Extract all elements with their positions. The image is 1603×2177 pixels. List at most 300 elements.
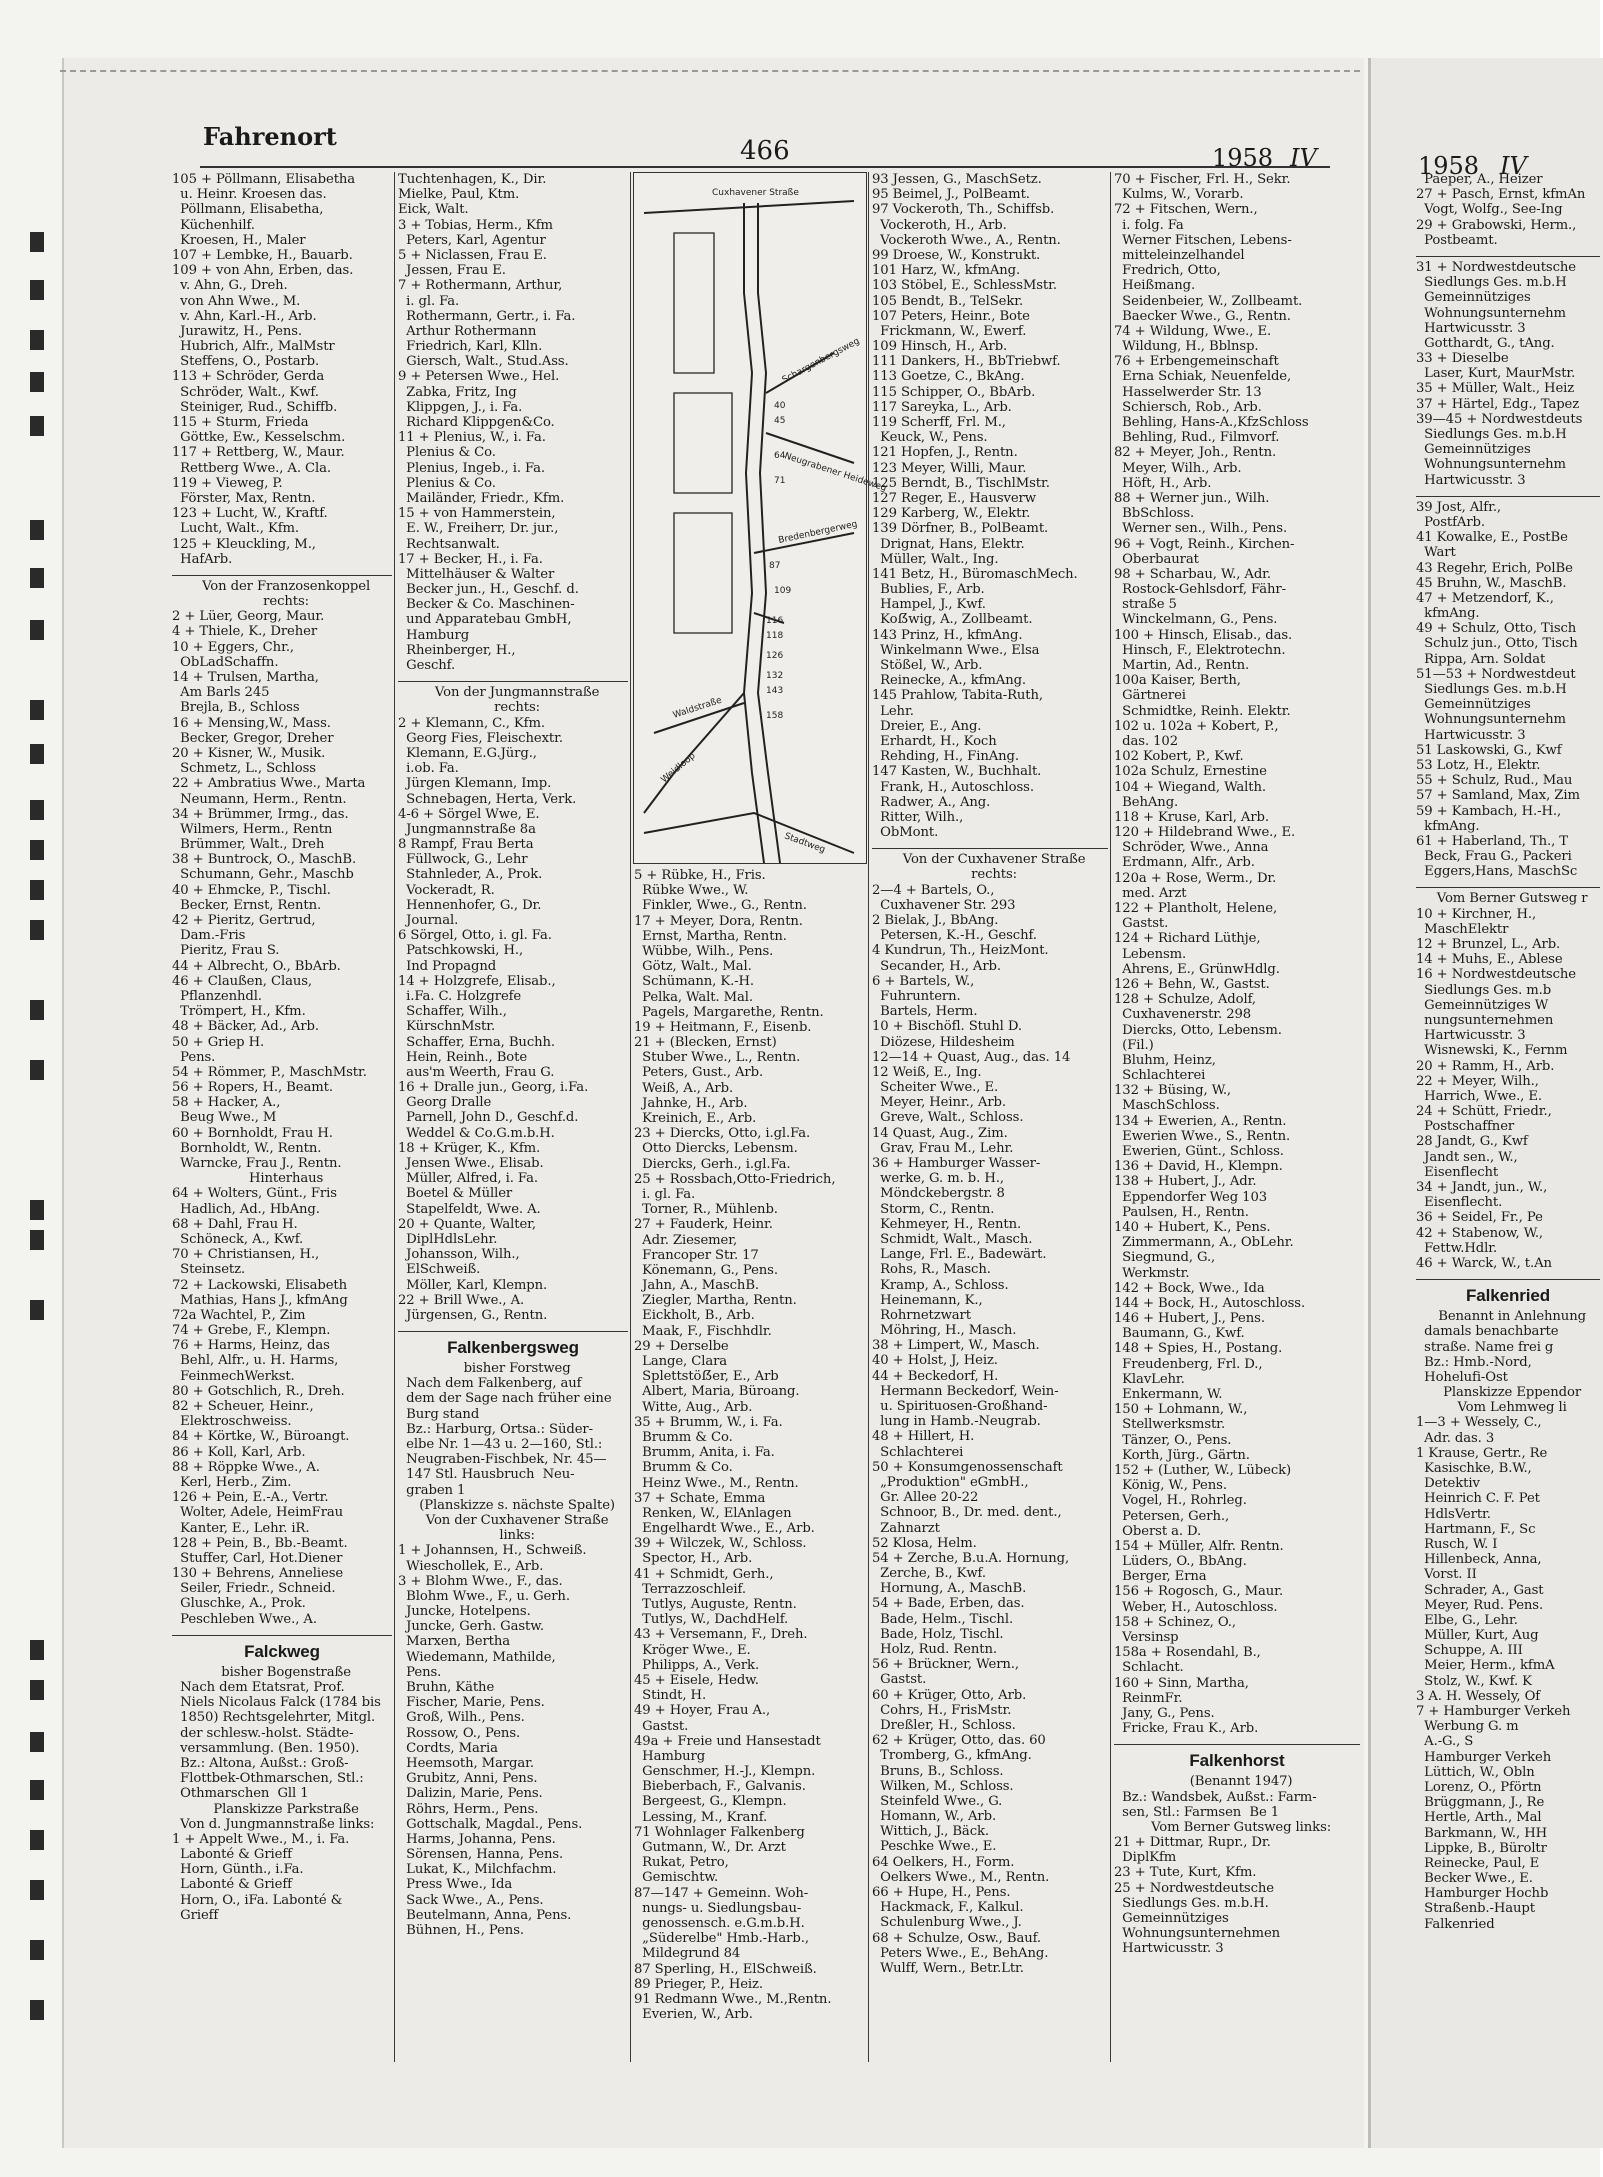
directory-entry: 1—3 + Wessely, C., — [1416, 1415, 1542, 1431]
directory-entry: Martin, Ad., Rentn. — [1114, 658, 1250, 673]
directory-entry: genossensch. e.G.m.b.H. — [634, 1915, 805, 1931]
directory-entry: 68 + Schulze, Osw., Bauf. — [872, 1930, 1042, 1946]
directory-entry: Hennenhofer, G., Dr. — [398, 897, 542, 913]
directory-entry: Scheiter Wwe., E. — [872, 1080, 999, 1096]
directory-entry: Erdmann, Alfr., Arb. — [1114, 855, 1255, 871]
directory-entry: Kulms, W., Vorarb. — [1114, 187, 1244, 203]
directory-entry: Wolter, Adele, HeimFrau — [172, 1505, 344, 1521]
directory-entry: 43 Regehr, Erich, PolBe — [1416, 560, 1573, 576]
directory-entry: Wart — [1416, 545, 1456, 561]
directory-entry: Hamburg — [398, 627, 470, 643]
directory-entry: 88 + Werner jun., Wilh. — [1114, 490, 1270, 506]
binding-hole-mark — [30, 372, 44, 392]
binding-hole-mark — [30, 1940, 44, 1960]
directory-entry: Hartwicusstr. 3 — [1416, 1028, 1526, 1044]
directory-entry: Frickmann, W., Ewerf. — [872, 323, 1027, 339]
directory-entry: Becker jun., H., Geschf. d. — [398, 582, 579, 598]
directory-entry: 80 + Gotschlich, R., Dreh. — [172, 1383, 345, 1399]
directory-column-5 — [1114, 172, 1360, 1957]
directory-entry: Schmetz, L., Schloss — [172, 761, 316, 777]
directory-entry: 96 + Vogt, Reinh., Kirchen- — [1114, 536, 1295, 552]
sketch-label: Neugrabener Heideweg — [783, 451, 888, 494]
directory-entry: 102 Kobert, P., Kwf. — [1114, 749, 1244, 765]
directory-entry: Peters Wwe., E., BehAng. — [872, 1945, 1049, 1961]
directory-entry: Tutlys, W., DachdHelf. — [634, 1612, 789, 1628]
directory-entry: Burg stand — [398, 1406, 480, 1422]
directory-entry: 139 Dörfner, B., PolBeamt. — [872, 521, 1049, 537]
directory-entry: Baumann, G., Kwf. — [1114, 1326, 1245, 1342]
directory-entry: Freudenberg, Frl. D., — [1114, 1356, 1263, 1372]
directory-entry: kfmAng. — [1416, 606, 1480, 622]
directory-entry: 2—4 + Bartels, O., — [872, 882, 995, 898]
directory-entry: Jürgensen, G., Rentn. — [398, 1307, 548, 1323]
directory-entry: 98 + Scharbau, W., Adr. — [1114, 566, 1272, 582]
directory-entry: 95 Beimel, J., PolBeamt. — [872, 187, 1030, 203]
running-head-section: IV — [1290, 144, 1317, 172]
directory-entry: Werkmstr. — [1114, 1265, 1190, 1281]
directory-entry: Schlachterei — [872, 1444, 964, 1460]
directory-entry: 46 + Claußen, Claus, — [172, 973, 312, 989]
directory-entry: rechts: — [963, 867, 1017, 883]
binding-holes — [30, 0, 50, 2177]
directory-entry: Zerche, B., Kwf. — [872, 1566, 986, 1582]
directory-entry: Wohnungsunternehmen — [1114, 1926, 1281, 1942]
perforation-line — [60, 70, 1360, 74]
directory-entry: Hermann Beckedorf, Wein- — [872, 1383, 1059, 1399]
directory-entry: 16 + Nordwestdeutsche — [1416, 967, 1576, 983]
directory-entry: 60 + Bornholdt, Frau H. — [172, 1125, 333, 1141]
directory-entry: Georg Fies, Fleischextr. — [398, 730, 563, 746]
directory-entry: 147 Kasten, W., Buchhalt. — [872, 764, 1042, 780]
directory-entry: Ind Propagnd — [398, 958, 497, 974]
directory-entry: der schlesw.-holst. Städte- — [172, 1725, 354, 1741]
directory-entry: Laser, Kurt, MaurMstr. — [1416, 366, 1576, 382]
directory-entry: und Apparatebau GmbH, — [398, 612, 572, 628]
directory-entry: Brejla, B., Schloss — [172, 700, 300, 716]
directory-entry: 54 + Bade, Erben, das. — [872, 1596, 1025, 1612]
directory-entry: „Süderelbe" Hmb.-Harb., — [634, 1931, 809, 1947]
directory-entry: Hillenbeck, Anna, — [1416, 1552, 1542, 1568]
directory-entry: 41 + Schmidt, Gerh., — [634, 1566, 774, 1582]
directory-entry: 37 + Härtel, Edg., Tapez — [1416, 396, 1580, 412]
directory-entry: 50 + Griep H. — [172, 1034, 265, 1050]
directory-entry: Gemischtw. — [634, 1870, 719, 1886]
directory-entry: Vockeroth Wwe., A., Rentn. — [872, 232, 1061, 248]
directory-entry: 27 + Pasch, Ernst, kfmAn — [1416, 187, 1586, 203]
directory-entry: 48 + Bäcker, Ad., Arb. — [172, 1019, 319, 1035]
directory-entry: Meier, Herm., kfmA — [1416, 1658, 1555, 1674]
binding-hole-mark — [30, 920, 44, 940]
directory-entry: Kanter, E., Lehr. iR. — [172, 1520, 310, 1536]
directory-entry: Plenius & Co. — [398, 445, 496, 461]
directory-entry: Journal. — [398, 913, 459, 928]
directory-entry: Hartwicusstr. 3 — [1114, 1941, 1224, 1957]
directory-entry: 60 + Krüger, Otto, Arb. — [872, 1687, 1027, 1703]
directory-entry: Kramp, A., Schloss. — [872, 1277, 1009, 1293]
directory-entry: 12—14 + Quast, Aug., das. 14 — [872, 1049, 1071, 1065]
directory-entry: Jany, G., Pens. — [1114, 1705, 1215, 1721]
directory-entry: damals benachbarte — [1416, 1324, 1559, 1340]
directory-entry: 141 Betz, H., BüromaschMech. — [872, 566, 1078, 582]
directory-entry: Oberst a. D. — [1114, 1523, 1202, 1539]
directory-entry: 14 + Holzgrefe, Elisab., — [398, 973, 556, 989]
directory-entry: Labonté & Grieff — [172, 1877, 292, 1893]
directory-entry: 44 + Albrecht, O., BbArb. — [172, 958, 341, 974]
directory-entry: Wiedemann, Mathilde, — [398, 1649, 556, 1665]
directory-entry: Everien, W., Arb. — [634, 2007, 753, 2023]
directory-entry: Mittelhäuser & Walter — [398, 566, 555, 582]
directory-entry: Seidenbeier, W., Zollbeamt. — [1114, 293, 1303, 309]
directory-entry: 47 + Metzendorf, K., — [1416, 590, 1554, 606]
directory-entry: 25 + Nordwestdeutsche — [1114, 1880, 1274, 1896]
directory-entry: Lüders, O., BbAng. — [1114, 1554, 1247, 1570]
directory-entry: 117 + Rettberg, W., Maur. — [172, 445, 345, 461]
directory-entry: Kehmeyer, H., Rentn. — [872, 1216, 1022, 1232]
directory-entry: Von der Cuxhavener Straße — [894, 852, 1086, 868]
directory-entry: Peters, Gust., Arb. — [634, 1065, 764, 1081]
directory-entry: 39 Jost, Alfr., — [1416, 499, 1502, 515]
directory-entry: Bade, Helm., Tischl. — [872, 1611, 1014, 1627]
directory-entry: Juncke, Hotelpens. — [398, 1604, 531, 1620]
directory-entry: 109 Hinsch, H., Arb. — [872, 339, 1008, 355]
directory-entry: (Planskizze s. nächste Spalte) — [411, 1497, 615, 1513]
directory-entry: i. folg. Fa — [1114, 217, 1184, 233]
directory-entry: 21 + (Blecken, Ernst) — [634, 1035, 777, 1051]
binding-hole-mark — [30, 1060, 44, 1080]
section-divider — [1416, 488, 1600, 497]
directory-entry: Küchenhilf. — [172, 217, 255, 233]
directory-entry: Eisenflecht. — [1416, 1195, 1503, 1211]
directory-entry: 53 Lotz, H., Elektr. — [1416, 757, 1541, 773]
directory-entry: Steinsetz. — [172, 1262, 246, 1278]
directory-entry: Becker Wwe., E. — [1416, 1871, 1533, 1887]
directory-entry: Diözese, Hildesheim — [872, 1034, 1015, 1050]
directory-entry: 5 + Rübke, H., Fris. — [634, 868, 766, 883]
directory-entry: Koẞwig, A., Zollbeamt. — [872, 612, 1033, 628]
directory-entry: 1 + Johannsen, H., Schweiß. — [398, 1543, 587, 1559]
directory-entry: Bublies, F., Arb. — [872, 582, 985, 598]
directory-entry: Boetel & Müller — [398, 1186, 513, 1202]
directory-entry: 51—53 + Nordwestdeut — [1416, 666, 1576, 682]
directory-entry: Witte, Aug., Arb. — [634, 1399, 753, 1415]
directory-column-1 — [172, 172, 392, 1923]
directory-entry: Weddel & Co.G.m.b.H. — [398, 1125, 555, 1141]
directory-entry: Hamburger Hochb — [1416, 1886, 1549, 1902]
directory-entry: 11 + Plenius, W., i. Fa. — [398, 430, 546, 446]
directory-entry: 29 + Grabowski, Herm., — [1416, 217, 1577, 233]
directory-entry: Kröger Wwe., E. — [634, 1642, 751, 1658]
directory-entry: Korth, Jürg., Gärtn. — [1114, 1447, 1250, 1463]
directory-entry: 12 + Brunzel, L., Arb. — [1416, 937, 1561, 952]
directory-entry: Splettstöẞer, E., Arb — [634, 1369, 779, 1385]
directory-entry: 72 + Lackowski, Elisabeth — [172, 1277, 348, 1293]
directory-entry: HdlsVertr. — [1416, 1506, 1491, 1522]
directory-entry: Baecker Wwe., G., Rentn. — [1114, 308, 1291, 324]
directory-entry: Holz, Rud. Rentn. — [872, 1642, 997, 1657]
column-divider — [868, 172, 869, 2062]
binding-hole-mark — [30, 1780, 44, 1800]
directory-entry: Fischer, Marie, Pens. — [398, 1695, 545, 1711]
directory-entry: Mailänder, Friedr., Kfm. — [398, 490, 565, 506]
directory-entry: graben 1 — [398, 1482, 466, 1498]
directory-entry: 22 + Brill Wwe., A. — [398, 1292, 525, 1308]
directory-entry: 123 Meyer, Willi, Maur. — [872, 460, 1027, 476]
directory-entry: elbe Nr. 1—43 u. 2—160, Stl.: — [398, 1437, 603, 1452]
directory-entry: 120a + Rose, Werm., Dr. — [1114, 870, 1277, 886]
directory-entry: Frank, H., Autoschloss. — [872, 779, 1034, 795]
directory-entry: Wübbe, Wilh., Pens. — [634, 943, 774, 959]
directory-entry: Gemeinnütziges — [1114, 1911, 1229, 1926]
directory-entry: 89 Prieger, P., Heiz. — [634, 1976, 763, 1992]
directory-entry: Gemeinnütziges — [1416, 442, 1531, 458]
directory-entry: Otto Diercks, Lebensm. — [634, 1141, 798, 1157]
sketch-number: 143 — [766, 686, 784, 696]
directory-entry: Heemsoth, Margar. — [398, 1755, 535, 1771]
directory-entry: Gemeinnütziges W — [1416, 997, 1549, 1013]
directory-entry: 111 Dankers, H., BbTriebwf. — [872, 354, 1061, 370]
directory-entry: 121 Hopfen, J., Rentn. — [872, 445, 1018, 461]
directory-entry: Schnebagen, Herta, Verk. — [398, 791, 577, 807]
directory-entry: 64 + Wolters, Günt., Fris — [172, 1186, 337, 1202]
directory-entry: Niels Nicolaus Falck (1784 bis — [172, 1695, 381, 1711]
directory-entry: Gr. Allee 20-22 — [872, 1490, 979, 1506]
directory-entry: Heißmang. — [1114, 278, 1196, 294]
directory-entry: Bluhm, Heinz, — [1114, 1052, 1216, 1068]
directory-entry: Vogel, H., Rohrleg. — [1114, 1493, 1247, 1509]
directory-entry: u. Heinr. Kroesen das. — [172, 187, 327, 203]
directory-entry: Straßenb.-Haupt — [1416, 1901, 1535, 1917]
directory-entry: 38 + Limpert, W., Masch. — [872, 1338, 1040, 1354]
directory-entry: 128 + Schulze, Adolf, — [1114, 992, 1256, 1008]
directory-entry: 152 + (Luther, W., Lübeck) — [1114, 1462, 1292, 1478]
directory-entry: Pagels, Margarethe, Rentn. — [634, 1004, 824, 1020]
directory-entry: Hamburg — [634, 1748, 706, 1764]
directory-entry: 18 + Krüger, K., Kfm. — [398, 1140, 541, 1156]
directory-entry: Blohm Wwe., F., u. Gerh. — [398, 1588, 570, 1604]
directory-entry: Winkelmann Wwe., Elsa — [872, 642, 1040, 658]
directory-entry: Peschke Wwe., E. — [872, 1839, 997, 1855]
directory-entry: Steinfeld Wwe., G. — [872, 1793, 1003, 1809]
directory-entry: Othmarschen Gll 1 — [172, 1786, 309, 1802]
binding-hole-mark — [30, 744, 44, 764]
section-divider — [872, 840, 1108, 849]
directory-entry: 20 + Kisner, W., Musik. — [172, 745, 326, 761]
directory-entry: Rehding, H., FinAng. — [872, 749, 1019, 765]
directory-entry: 86 + Koll, Karl, Arb. — [172, 1444, 306, 1460]
directory-entry: Pieritz, Frau S. — [172, 943, 280, 959]
directory-entry: 9 + Petersen Wwe., Hel. — [398, 369, 560, 385]
directory-entry: Neumann, Herm., Rentn. — [172, 791, 347, 807]
directory-entry: Stuffer, Carl, Hot.Diener — [172, 1550, 343, 1566]
directory-entry: 115 + Sturm, Frieda — [172, 415, 309, 430]
directory-entry: Rippa, Arn. Soldat — [1416, 651, 1546, 667]
directory-entry: DiplHdlsLehr. — [398, 1231, 498, 1247]
directory-entry: 119 + Vieweg, P. — [172, 475, 283, 491]
directory-entry: Warncke, Frau J., Rentn. — [172, 1156, 342, 1171]
directory-entry: Siegmund, G., — [1114, 1250, 1216, 1266]
binding-hole-mark — [30, 568, 44, 588]
directory-entry: 48 + Hillert, H. — [872, 1429, 975, 1445]
sketch-label: Stadtweg — [782, 831, 827, 856]
section-divider — [1114, 1736, 1360, 1745]
binding-hole-mark — [30, 1230, 44, 1250]
directory-entry: Genschmer, H.-J., Klempn. — [634, 1764, 816, 1780]
directory-entry: Keuck, W., Pens. — [872, 430, 988, 446]
directory-entry: das. 102 — [1114, 733, 1179, 749]
directory-entry: Nach dem Falkenberg, auf — [398, 1376, 582, 1392]
directory-entry: Höft, H., Arb. — [1114, 475, 1212, 491]
directory-entry: 113 + Schröder, Gerda — [172, 369, 325, 385]
street-sketch-map — [633, 172, 888, 864]
directory-entry: Bz.: Altona, Außst.: Groß- — [172, 1755, 349, 1771]
directory-entry: 103 Stöbel, E., SchlessMstr. — [872, 278, 1057, 294]
directory-entry: Schlacht. — [1114, 1660, 1184, 1676]
directory-entry: Schröder, Wwe., Anna — [1114, 840, 1269, 856]
directory-column-4 — [872, 172, 1108, 1976]
directory-entry: 25 + Rossbach,Otto-Friedrich, — [634, 1171, 836, 1187]
directory-entry: Terrazzoschleif. — [634, 1581, 746, 1597]
directory-entry: 124 + Richard Lüthje, — [1114, 931, 1261, 947]
directory-entry: Steiniger, Rud., Schiffb. — [172, 399, 338, 415]
directory-entry: 104 + Wiegand, Walth. — [1114, 779, 1266, 795]
directory-entry: 12 Weiß, E., Ing. — [872, 1064, 982, 1080]
sketch-number: 118 — [766, 631, 784, 641]
directory-entry: Cuxhavener Str. 293 — [872, 897, 1016, 913]
directory-entry: v. Ahn, Karl.-H., Arb. — [172, 308, 317, 324]
directory-entry: 14 + Muhs, E., Ablese — [1416, 952, 1563, 968]
directory-entry: Stapelfeldt, Wwe. A. — [398, 1201, 541, 1217]
directory-entry: 45 + Eisele, Hedw. — [634, 1672, 759, 1688]
directory-entry: Lüttich, W., Obln — [1416, 1764, 1535, 1780]
directory-entry: 118 + Kruse, Karl, Arb. — [1114, 809, 1269, 825]
sketch-number: 64 — [774, 451, 786, 461]
directory-entry: Meyer, Heinr., Arb. — [872, 1095, 1006, 1111]
block-outline — [674, 513, 732, 633]
directory-column-2 — [398, 172, 628, 1938]
directory-entry: Dreßler, H., Schloss. — [872, 1717, 1016, 1733]
directory-entry: Vogt, Wolfg., See-Ing — [1416, 202, 1563, 218]
directory-entry: Albert, Maria, Büroang. — [634, 1384, 800, 1400]
directory-entry: 42 + Pieritz, Gertrud, — [172, 913, 316, 928]
directory-entry: Renken, W., ElAnlagen — [634, 1505, 792, 1521]
directory-entry: Schulenburg Wwe., J. — [872, 1915, 1022, 1931]
directory-entry: Siedlungs Ges. m.b.H. — [1114, 1895, 1269, 1911]
directory-entry: Pflanzenhdl. — [172, 988, 262, 1004]
directory-entry: Kreinich, E., Arb. — [634, 1111, 757, 1126]
street-section-title: Falkenhorst — [1189, 1751, 1285, 1771]
directory-entry: 49 + Hoyer, Frau A., — [634, 1703, 771, 1719]
directory-entry: Jessen, Frau E. — [398, 263, 506, 279]
binding-hole-mark — [30, 840, 44, 860]
directory-entry: Gemeinnütziges — [1416, 290, 1531, 306]
directory-entry: KlavLehr. — [1114, 1371, 1185, 1387]
directory-entry: Schröder, Walt., Kwf. — [172, 384, 319, 400]
directory-entry: 128 + Pein, B., Bb.-Beamt. — [172, 1535, 348, 1551]
directory-entry: 2 + Lüer, Georg, Maur. — [172, 609, 325, 625]
directory-entry: 36 + Seidel, Fr., Pe — [1416, 1210, 1543, 1226]
directory-entry: Brumm & Co. — [634, 1429, 733, 1445]
directory-entry: 3 + Blohm Wwe., F., das. — [398, 1573, 563, 1589]
directory-entry: lung in Hamb.-Neugrab. — [872, 1414, 1041, 1430]
directory-entry: Pöllmann, Elisabetha, — [172, 202, 324, 218]
directory-entry: PostfArb. — [1416, 514, 1485, 530]
directory-entry: Behling, Hans-A.,KfzSchloss — [1114, 415, 1309, 430]
directory-entry: Wulff, Wern., Betr.Ltr. — [872, 1960, 1024, 1976]
directory-entry: 122 + Plantholt, Helene, — [1114, 901, 1278, 916]
directory-entry: Zimmermann, A., ObLehr. — [1114, 1235, 1294, 1251]
directory-entry: 54 + Römmer, P., MaschMstr. — [172, 1064, 367, 1080]
directory-entry: 130 + Behrens, Anneliese — [172, 1566, 344, 1582]
directory-entry: 41 Kowalke, E., PostBe — [1416, 530, 1568, 546]
directory-entry: Lippke, B., Büroltr — [1416, 1840, 1547, 1856]
directory-entry: Becker, Gregor, Dreher — [172, 730, 334, 746]
directory-entry: 82 + Meyer, Joh., Rentn. — [1114, 445, 1277, 461]
directory-entry: Lukat, K., Milchfachm. — [398, 1862, 557, 1878]
street-section-title: Falckweg — [244, 1641, 320, 1661]
directory-entry: 1850) Rechtsgelehrter, Mitgl. — [172, 1710, 376, 1726]
directory-entry: Lange, Frl. E., Badewärt. — [872, 1247, 1047, 1263]
directory-entry: straße. Name frei g — [1416, 1339, 1554, 1355]
directory-entry: Plenius & Co. — [398, 475, 496, 491]
directory-entry: Wilken, M., Schloss. — [872, 1778, 1014, 1794]
directory-entry: 5 + Niclassen, Frau E. — [398, 247, 547, 263]
directory-entry: Kerl, Herb., Zim. — [172, 1474, 292, 1490]
directory-entry: Schrader, A., Gast — [1416, 1582, 1544, 1598]
directory-entry: Stolz, W., Kwf. K — [1416, 1673, 1532, 1689]
directory-entry: Labonté & Grieff — [172, 1847, 292, 1863]
directory-entry: Fuhruntern. — [872, 988, 961, 1004]
directory-entry: Becker, Ernst, Rentn. — [172, 897, 322, 913]
directory-entry: 4 + Thiele, K., Dreher — [172, 624, 318, 640]
directory-entry: Werner Fitschen, Lebens- — [1114, 232, 1292, 248]
directory-entry: Petersen, K.-H., Geschf. — [872, 928, 1037, 944]
directory-entry: Hinterhaus — [240, 1171, 324, 1187]
directory-entry: Finkler, Wwe., G., Rentn. — [634, 898, 807, 914]
directory-entry: v. Ahn, G., Dreh. — [172, 278, 288, 294]
directory-entry: Patschkowski, H., — [398, 943, 524, 959]
directory-entry: Detektiv — [1416, 1476, 1480, 1492]
directory-entry: kfmAng. — [1416, 818, 1480, 834]
directory-entry: Drignat, Hans, Elektr. — [872, 536, 1025, 552]
directory-entry: Reinecke, A., kfmAng. — [872, 673, 1027, 689]
directory-entry: Stellwerksmstr. — [1114, 1417, 1226, 1433]
directory-entry: Rostock-Gehlsdorf, Fähr- — [1114, 582, 1286, 598]
directory-entry: Lorenz, O., Pförtn — [1416, 1779, 1542, 1795]
directory-entry: 23 + Tute, Kurt, Kfm. — [1114, 1865, 1257, 1881]
directory-entry: Meyer, Wilh., Arb. — [1114, 460, 1242, 476]
binding-hole-mark — [30, 1000, 44, 1020]
directory-entry: Tutlys, Auguste, Rentn. — [634, 1597, 797, 1612]
directory-entry: 142 + Bock, Wwe., Ida — [1114, 1280, 1265, 1296]
directory-entry: Adr. Ziesemer, — [634, 1232, 738, 1248]
directory-entry: 46 + Warck, W., t.An — [1416, 1255, 1552, 1271]
directory-entry: Von der Cuxhavener Straße — [417, 1512, 609, 1528]
directory-entry: 158a + Rosendahl, B., — [1114, 1645, 1261, 1661]
directory-entry: 160 + Sinn, Martha, — [1114, 1675, 1249, 1691]
directory-entry: 1 + Appelt Wwe., M., i. Fa. — [172, 1831, 350, 1847]
directory-entry: Greve, Walt., Schloss. — [872, 1110, 1024, 1126]
directory-entry: 71 Wohnlager Falkenberg — [634, 1824, 805, 1840]
directory-entry: König, W., Pens. — [1114, 1478, 1227, 1494]
directory-entry: 15 + von Hammerstein, — [398, 506, 556, 522]
directory-entry: 49a + Freie und Hansestadt — [634, 1733, 821, 1749]
directory-entry: Marxen, Bertha — [398, 1634, 511, 1650]
directory-entry: Jungmannstraße 8a — [398, 821, 536, 837]
directory-entry: werke, G. m. b. H., — [872, 1171, 1004, 1187]
directory-entry: 24 + Schütt, Friedr., — [1416, 1104, 1552, 1120]
directory-entry: Gastst. — [1114, 916, 1169, 932]
binding-hole-mark — [30, 280, 44, 300]
